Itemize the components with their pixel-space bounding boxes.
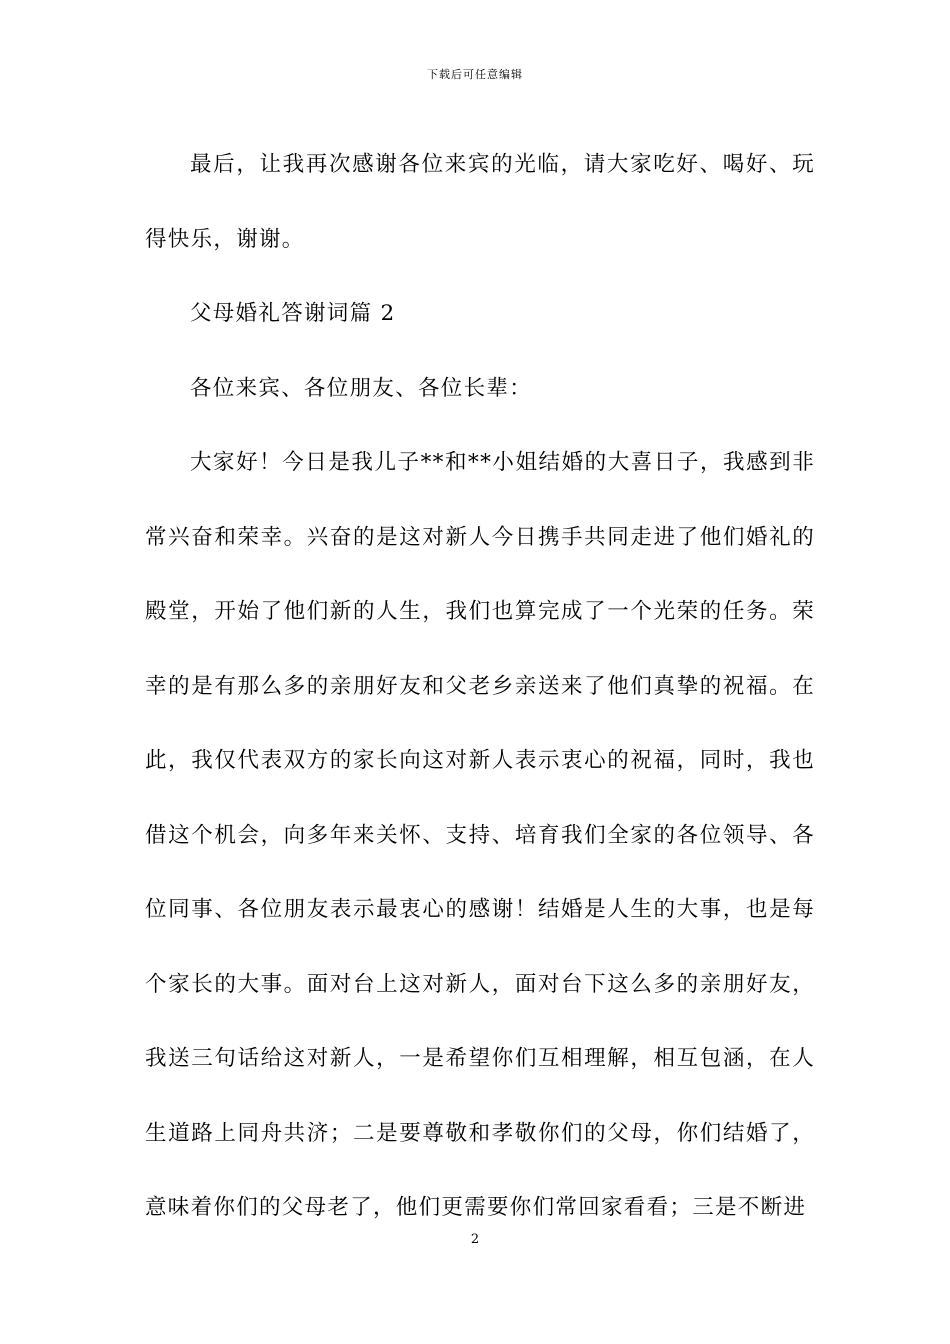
closing-paragraph: 最后，让我再次感谢各位来宾的光临，请大家吃好、喝好、玩得快乐，谢谢。 (145, 152, 815, 252)
section-title: 父母婚礼答谢词篇 2 (190, 301, 396, 326)
page-header: 下载后可任意编辑 (427, 68, 523, 81)
speech-paragraph: 大家好！今日是我儿子**和**小姐结婚的大喜日子，我感到非常兴奋和荣幸。兴奋的是这对新人今日携手共同走进了他们婚礼的殿堂，开始了他们新的人生，我们也算完成了一个光荣的任务。荣幸的是有那么多的亲朋好友和父老乡亲送来了他们真挚的祝福。在此，我仅代表双方的家长向这对新人表示衷心的祝福，同时，我也借这个机会，向多年来关怀、支持、培育我们全家的各位领导、各位同事、各位朋友表示最衷心的感谢！结婚是人生的大事，也是每个家长的大事。面对台上这对新人，面对台下这么多的亲朋好友，我送三句话给这对新人，一是希望你们互相理解，相互包涵，在人生道路上同舟共济；二是要尊敬和孝敬你们的父母，你们结婚了，意味着你们的父母老了，他们更需要你们常回家看看；三是不断进 (145, 450, 815, 1220)
page-number: 2 (470, 1232, 480, 1247)
salutation: 各位来宾、各位朋友、各位长辈： (190, 375, 533, 401)
document-body (145, 128, 815, 1246)
